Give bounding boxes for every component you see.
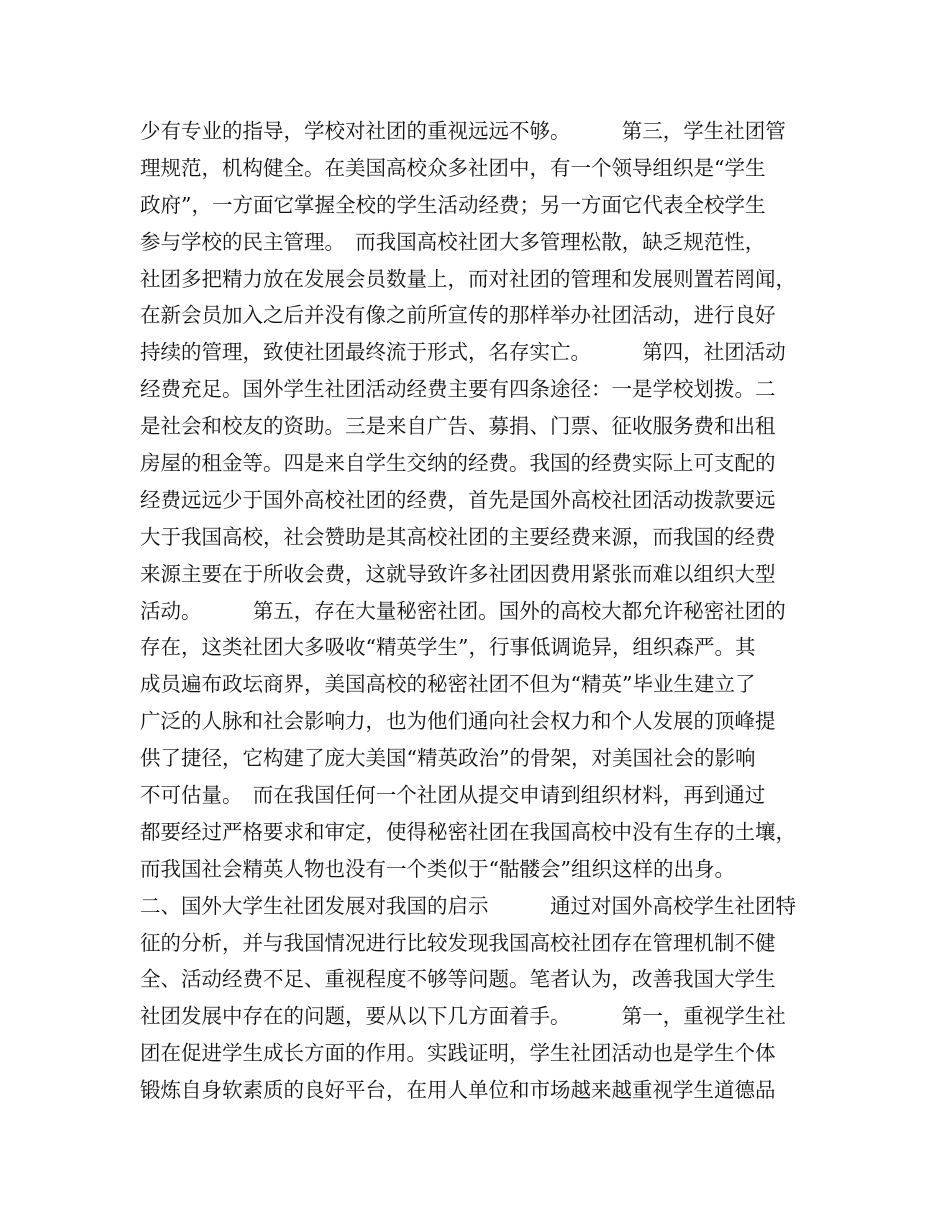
text-line: 活动。 第五，存在大量秘密社团。国外的高校大都允许秘密社团的 [140, 598, 786, 623]
body-text [140, 113, 830, 1109]
text-line: 是社会和校友的资助。三是来自广告、募捐、门票、征收服务费和出租 [140, 414, 776, 439]
text-line: 经费远远少于国外高校社团的经费，首先是国外高校社团活动拨款要远 [140, 487, 776, 512]
text-line: 而我国社会精英人物也没有一个类似于“骷髅会”组织这样的出身。 [140, 856, 735, 881]
text-line: 全、活动经费不足、重视程度不够等问题。笔者认为，改善我国大学生 [140, 967, 776, 992]
text-line: 征的分析，并与我国情况进行比较发现我国高校社团存在管理机制不健 [140, 930, 776, 955]
text-line: 少有专业的指导，学校对社团的重视远远不够。 第三，学生社团管 [140, 119, 786, 143]
text-line: 成员遍布政坛商界，美国高校的秘密社团不但为“精英”毕业生建立了 [140, 672, 756, 697]
text-line: 社团发展中存在的问题，要从以下几方面着手。 第一，重视学生社 [140, 1004, 786, 1029]
text-line: 社团多把精力放在发展会员数量上，而对社团的管理和发展则置若罔闻， [140, 266, 796, 291]
text-line: 供了捷径，它构建了庞大美国“精英政治”的骨架，对美国社会的影响 [140, 746, 756, 771]
text-line: 大于我国高校，社会赞助是其高校社团的主要经费来源，而我国的经费 [140, 524, 776, 549]
text-line: 锻炼自身软素质的良好平台，在用人单位和市场越来越重视学生道德品 [140, 1078, 776, 1103]
text-line: 经费充足。国外学生社团活动经费主要有四条途径：一是学校划拨。二 [140, 377, 776, 402]
text-line: 广泛的人脉和社会影响力，也为他们通向社会权力和个人发展的顶峰提 [140, 709, 776, 734]
text-line: 来源主要在于所收会费，这就导致许多社团因费用紧张而难以组织大型 [140, 561, 776, 586]
text-line: 不可估量。 而在我国任何一个社团从提交申请到组织材料，再到通过 [140, 783, 766, 808]
text-line: 都要经过严格要求和审定，使得秘密社团在我国高校中没有生存的土壤， [140, 819, 796, 844]
text-line: 存在，这类社团大多吸收“精英学生”，行事低调诡异，组织森严。其 [140, 635, 756, 660]
text-line: 二、国外大学生社团发展对我国的启示 通过对国外高校学生社团特 [140, 893, 796, 918]
text-line: 理规范，机构健全。在美国高校众多社团中，有一个领导组织是“学生 [140, 155, 766, 180]
text-line: 参与学校的民主管理。 而我国高校社团大多管理松散，缺乏规范性， [140, 229, 766, 254]
text-line: 在新会员加入之后并没有像之前所宣传的那样举办社团活动，进行良好 [140, 303, 776, 328]
text-line: 政府”，一方面它掌握全校的学生活动经费；另一方面它代表全校学生 [140, 192, 766, 217]
text-line: 团在促进学生成长方面的作用。实践证明，学生社团活动也是学生个体 [140, 1041, 776, 1066]
text-line: 持续的管理，致使社团最终流于形式，名存实亡。 第四，社团活动 [140, 340, 786, 365]
text-line: 房屋的租金等。四是来自学生交纳的经费。我国的经费实际上可支配的 [140, 451, 776, 476]
